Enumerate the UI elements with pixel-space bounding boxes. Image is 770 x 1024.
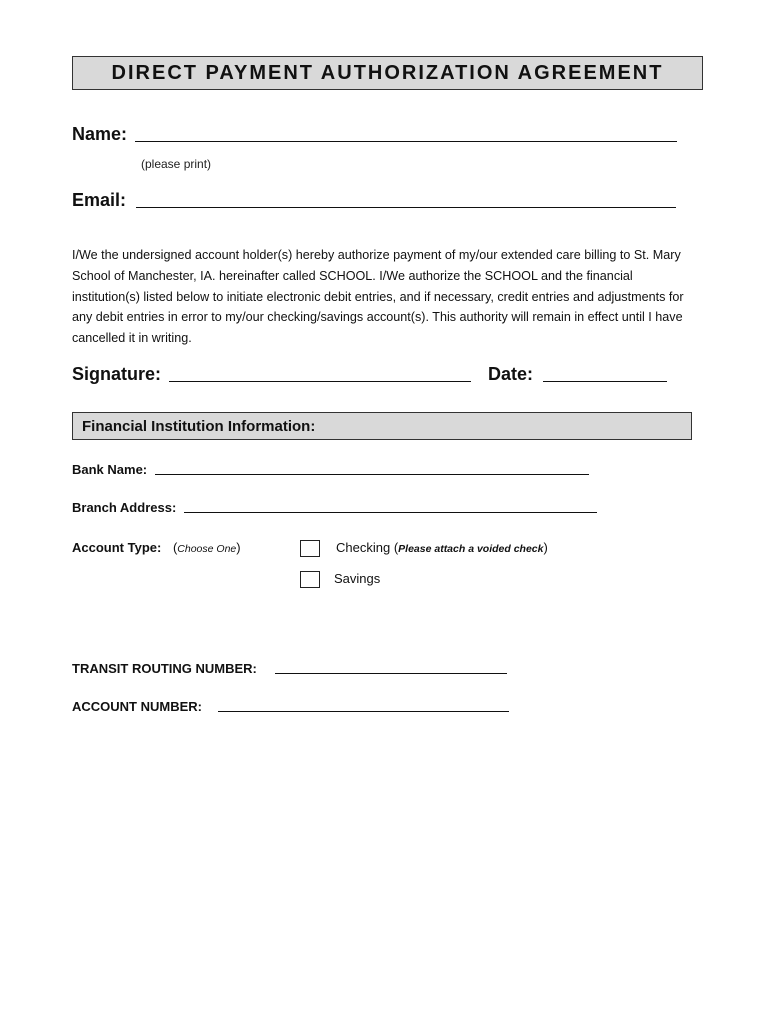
email-field[interactable]	[136, 206, 676, 208]
checking-label: Checking	[336, 540, 391, 555]
checking-note-open: (	[390, 540, 399, 555]
bank-name-label: Bank Name:	[72, 462, 148, 477]
account-type-hint-close: )	[236, 540, 241, 555]
date-row	[488, 364, 667, 385]
name-field[interactable]	[135, 140, 677, 142]
account-number-row	[72, 699, 509, 714]
email-row	[72, 190, 676, 211]
account-type-row	[72, 540, 241, 555]
bank-name-field[interactable]	[155, 473, 589, 475]
branch-address-label: Branch Address:	[72, 500, 177, 515]
form-title-box	[72, 56, 703, 90]
name-row	[72, 124, 677, 145]
savings-option	[334, 571, 380, 586]
savings-checkbox[interactable]	[300, 571, 320, 588]
account-number-label: ACCOUNT NUMBER:	[72, 699, 202, 714]
bank-name-row	[72, 462, 589, 477]
routing-number-field[interactable]	[275, 672, 507, 674]
signature-field[interactable]	[169, 380, 471, 382]
name-hint: (please print)	[141, 157, 212, 171]
checking-checkbox[interactable]	[300, 540, 320, 557]
account-type-hint: Choose One	[177, 543, 237, 555]
checking-note: Please attach a voided check	[398, 543, 544, 555]
date-field[interactable]	[543, 380, 667, 382]
branch-address-field[interactable]	[184, 511, 597, 513]
financial-section-heading: Financial Institution Information:	[82, 417, 316, 435]
branch-address-row	[72, 500, 597, 515]
signature-row	[72, 364, 471, 385]
routing-number-row	[72, 661, 507, 676]
savings-label: Savings	[334, 571, 381, 586]
email-label: Email:	[72, 190, 127, 210]
checking-note-close: )	[543, 540, 548, 555]
checking-option	[336, 540, 548, 555]
authorization-text: I/We the undersigned account holder(s) hereby authorize payment of my/our extended care billing to St. Mary School of Manchester, IA. hereinafter called SCHOOL. I/We authorize the SCHOOL and the financial institution(s) listed below to initiate electronic debit entries, and if necessary, credit entries and adjustments for any debit entries in error to my/our checking/savings account(s). This authority will remain in effect until I have cancelled it in writing.	[72, 248, 684, 346]
account-number-field[interactable]	[218, 710, 509, 712]
routing-number-label: TRANSIT ROUTING NUMBER:	[72, 661, 257, 676]
name-label: Name:	[72, 124, 128, 144]
account-type-hint-open: (	[172, 540, 178, 555]
account-type-label: Account Type:	[72, 540, 162, 555]
form-title: DIRECT PAYMENT AUTHORIZATION AGREEMENT	[111, 61, 664, 84]
financial-section-header	[72, 412, 692, 440]
date-label: Date:	[488, 364, 534, 384]
signature-label: Signature:	[72, 364, 162, 384]
